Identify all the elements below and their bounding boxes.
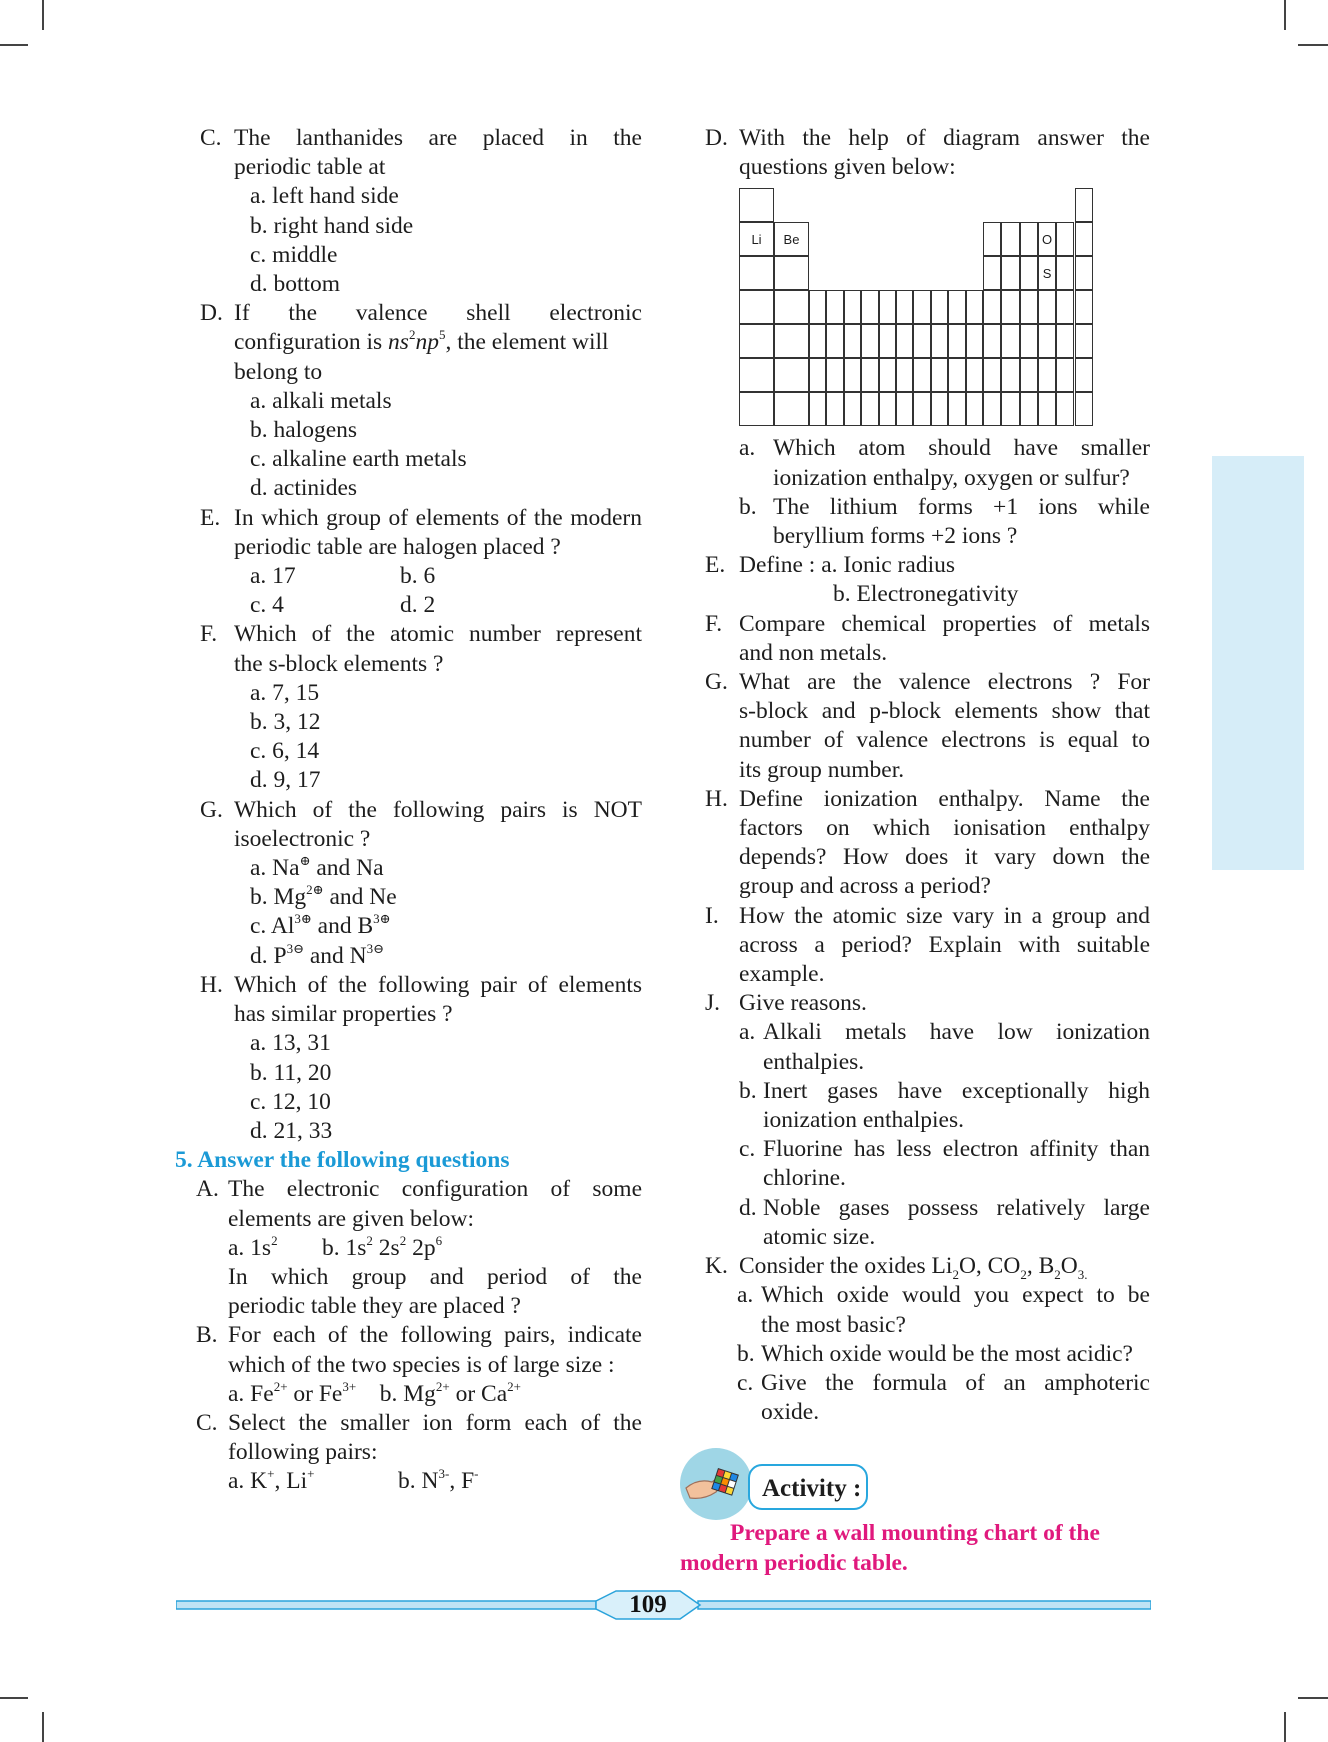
table-cell xyxy=(896,358,913,392)
table-cell xyxy=(739,290,774,324)
crop-mark xyxy=(1298,1697,1328,1699)
crop-mark xyxy=(42,1712,44,1742)
table-cell xyxy=(861,324,878,358)
sub-question: d. Noble gases possess relatively large atomic size. xyxy=(739,1194,1150,1250)
option: b. 3, 12 xyxy=(250,709,321,736)
table-cell xyxy=(1075,222,1093,256)
right-column xyxy=(705,124,1150,1427)
question-c: C. The lanthanides are placed in the periodic table at xyxy=(200,125,642,181)
table-cell xyxy=(1056,392,1074,426)
question-f: F. Which of the atomic number represent the s-block elements ? xyxy=(200,621,642,677)
table-cell xyxy=(739,324,774,358)
table-cell xyxy=(844,290,861,324)
crop-mark xyxy=(1298,44,1328,46)
table-cell xyxy=(1020,392,1038,426)
option: d. $P^{3⊖}$ and $N^{3⊖}$ xyxy=(250,940,385,969)
table-cell xyxy=(983,324,1001,358)
question-e: E. In which group of elements of the modern periodic table are halogen placed ? xyxy=(200,504,642,560)
question-h: H. Which of the following pair of elements has similar properties ? xyxy=(200,971,642,1028)
sub-question: b. Which oxide would be the most acidic? xyxy=(737,1340,1133,1367)
table-cell xyxy=(844,358,861,392)
table-cell xyxy=(809,290,826,324)
table-cell xyxy=(1001,324,1019,358)
table-cell xyxy=(879,324,896,358)
sub-question: c. Give the formula of an amphoteric oxide. xyxy=(737,1369,1150,1426)
sub-question: b. The lithium forms +1 ions while beryllium forms +2 ions ? xyxy=(739,493,1150,550)
table-cell xyxy=(1020,290,1038,324)
table-cell xyxy=(1075,290,1093,324)
table-cell xyxy=(826,290,843,324)
question-h-right: H. Define ionization enthalpy. Name the factors on which ionisation enthalpy depends? How does it vary down the group and across a period? xyxy=(705,785,1150,900)
table-cell xyxy=(1038,358,1056,392)
table-cell xyxy=(739,358,774,392)
table-cell xyxy=(739,188,774,222)
table-cell xyxy=(966,290,983,324)
table-cell xyxy=(826,392,843,426)
table-cell xyxy=(1056,324,1074,358)
table-cell xyxy=(1001,392,1019,426)
table-cell xyxy=(931,392,948,426)
page-number: 109 xyxy=(629,1591,667,1618)
question-i-right: I. How the atomic size vary in a group and across a period? Explain with suitable example. xyxy=(705,902,1150,988)
table-cell xyxy=(826,324,843,358)
option: a. 13, 31 xyxy=(250,1030,331,1057)
periodic-table-diagram xyxy=(739,188,1129,428)
question-5a: A. The electronic configuration of some elements are given below: a. $1s^2$ b. $1s^2$ $2s^2$ $2p^6$ In which group and period of the periodic table they are placed ? xyxy=(196,1176,642,1320)
table-cell xyxy=(861,290,878,324)
table-cell xyxy=(983,392,1001,426)
question-5b: B. For each of the following pairs, indicate which of the two species is of large size : a. $Fe^{2+}$ or $Fe^{3+}$ b. $Mg^{2+}$ or $Ca^{2+}$ xyxy=(196,1322,642,1407)
sub-question: b. Inert gases have exceptionally high ionization enthalpies. xyxy=(739,1077,1150,1134)
table-cell xyxy=(1020,256,1038,290)
table-cell xyxy=(774,392,809,426)
crop-mark xyxy=(0,1697,28,1699)
question-g-right: G. What are the valence electrons ? For s-block and p-block elements show that number of valence electrons is equal to its group number. xyxy=(705,669,1150,783)
option: d. 9, 17 xyxy=(250,767,321,794)
table-cell xyxy=(896,392,913,426)
table-cell xyxy=(948,324,965,358)
activity-text: Prepare a wall mounting chart of the modern periodic table. xyxy=(680,1520,1100,1576)
option-row: a. 17 b. 6 xyxy=(250,563,436,590)
table-cell xyxy=(1075,392,1093,426)
question-j-right: J. Give reasons. xyxy=(705,990,867,1017)
table-cell xyxy=(1075,256,1093,290)
table-cell xyxy=(739,256,774,290)
option: a. alkali metals xyxy=(250,387,392,414)
table-cell xyxy=(879,358,896,392)
table-cell xyxy=(1075,358,1093,392)
cell-o: O xyxy=(1038,222,1056,256)
question-5c: C. Select the smaller ion form each of the following pairs: a. K+, Li+ b. $N^{3-}$, F- xyxy=(196,1409,642,1495)
table-cell xyxy=(774,324,809,358)
cell-s: S xyxy=(1038,256,1056,290)
table-cell xyxy=(774,256,809,290)
table-cell xyxy=(948,290,965,324)
question-f-right: F. Compare chemical properties of metals and non metals. xyxy=(705,610,1150,666)
table-cell xyxy=(1001,358,1019,392)
table-cell xyxy=(913,392,930,426)
table-cell xyxy=(1056,358,1074,392)
option: c. 6, 14 xyxy=(250,738,320,765)
table-cell xyxy=(826,358,843,392)
table-cell xyxy=(966,358,983,392)
sub-question: a. Which atom should have smaller ionization enthalpy, oxygen or sulfur? xyxy=(739,435,1150,491)
page-footer xyxy=(176,1590,1151,1620)
table-cell xyxy=(844,392,861,426)
section-heading: 5. Answer the following questions xyxy=(175,1147,510,1174)
option: a. 7, 15 xyxy=(250,679,320,706)
table-cell xyxy=(774,358,809,392)
sub-question: a. Alkali metals have low ionization enthalpies. xyxy=(739,1019,1150,1075)
table-cell xyxy=(1056,222,1074,256)
table-cell xyxy=(931,358,948,392)
crop-mark xyxy=(1284,0,1286,30)
table-cell xyxy=(1001,256,1019,290)
table-cell xyxy=(983,222,1001,256)
question-d: D. If the valence shell electronic configuration is $ns^2np^5$, the element will belong to xyxy=(200,300,642,385)
table-cell xyxy=(1020,324,1038,358)
table-cell xyxy=(1020,222,1038,256)
option: d. 21, 33 xyxy=(250,1117,333,1144)
table-cell xyxy=(1075,188,1093,222)
table-cell xyxy=(983,256,1001,290)
table-cell xyxy=(913,324,930,358)
table-cell xyxy=(844,324,861,358)
table-cell xyxy=(861,392,878,426)
table-cell xyxy=(1056,256,1074,290)
cell-be: Be xyxy=(774,222,809,256)
table-cell xyxy=(774,290,809,324)
option: c. middle xyxy=(250,241,338,268)
side-tab xyxy=(1212,456,1304,870)
table-cell xyxy=(983,290,1001,324)
option: c. alkaline earth metals xyxy=(250,446,467,473)
table-cell xyxy=(1075,324,1093,358)
option: a. Na⊕ and Na xyxy=(250,853,384,882)
option: b. $Mg^{2\oplus}$ and Ne xyxy=(250,882,397,911)
table-cell xyxy=(966,324,983,358)
option: b. 11, 20 xyxy=(250,1059,332,1086)
option: d. actinides xyxy=(250,475,358,502)
table-cell xyxy=(809,324,826,358)
question-e-right: E. Define : a. Ionic radius b. Electronegativity xyxy=(705,552,1019,608)
table-cell xyxy=(879,392,896,426)
option-row: c. 4 d. 2 xyxy=(250,592,436,619)
table-cell xyxy=(948,392,965,426)
table-cell xyxy=(931,290,948,324)
crop-mark xyxy=(0,44,28,46)
table-cell xyxy=(1038,290,1056,324)
left-column xyxy=(175,124,642,1497)
cell-li: Li xyxy=(739,222,774,256)
table-cell xyxy=(1001,222,1019,256)
table-cell xyxy=(1056,290,1074,324)
question-k-right: K. Consider the oxides $Li_2O$, $CO_2$, $B_2O_{3.}$ xyxy=(705,1253,1088,1283)
question-g: G. Which of the following pairs is NOT isoelectronic ? xyxy=(200,796,642,852)
sub-question: a. Which oxide would you expect to be the most basic? xyxy=(737,1282,1150,1338)
option: c. 12, 10 xyxy=(250,1088,331,1115)
activity-title: Activity : xyxy=(748,1464,868,1510)
table-cell xyxy=(896,324,913,358)
table-cell xyxy=(913,290,930,324)
table-cell xyxy=(861,358,878,392)
activity-icon xyxy=(680,1448,752,1520)
crop-mark xyxy=(42,0,44,30)
table-cell xyxy=(983,358,1001,392)
table-cell xyxy=(948,358,965,392)
question-d-right: D. With the help of diagram answer the questions given below: xyxy=(705,125,1150,181)
table-cell xyxy=(1001,290,1019,324)
table-cell xyxy=(809,392,826,426)
table-cell xyxy=(879,290,896,324)
table-cell xyxy=(896,290,913,324)
table-cell xyxy=(966,392,983,426)
table-cell xyxy=(931,324,948,358)
table-cell xyxy=(1038,324,1056,358)
option: c. $Al^{3\oplus}$ and $B^{3\oplus}$ xyxy=(250,911,391,940)
option: b. halogens xyxy=(250,417,358,444)
option: d. bottom xyxy=(250,271,341,298)
table-cell xyxy=(1020,358,1038,392)
table-cell xyxy=(1038,392,1056,426)
sub-question: c. Fluorine has less electron affinity than chlorine. xyxy=(739,1136,1150,1192)
option: a. left hand side xyxy=(250,183,399,210)
table-cell xyxy=(739,392,774,426)
table-cell xyxy=(809,358,826,392)
crop-mark xyxy=(1284,1712,1286,1742)
table-cell xyxy=(913,358,930,392)
option: b. right hand side xyxy=(250,212,414,239)
